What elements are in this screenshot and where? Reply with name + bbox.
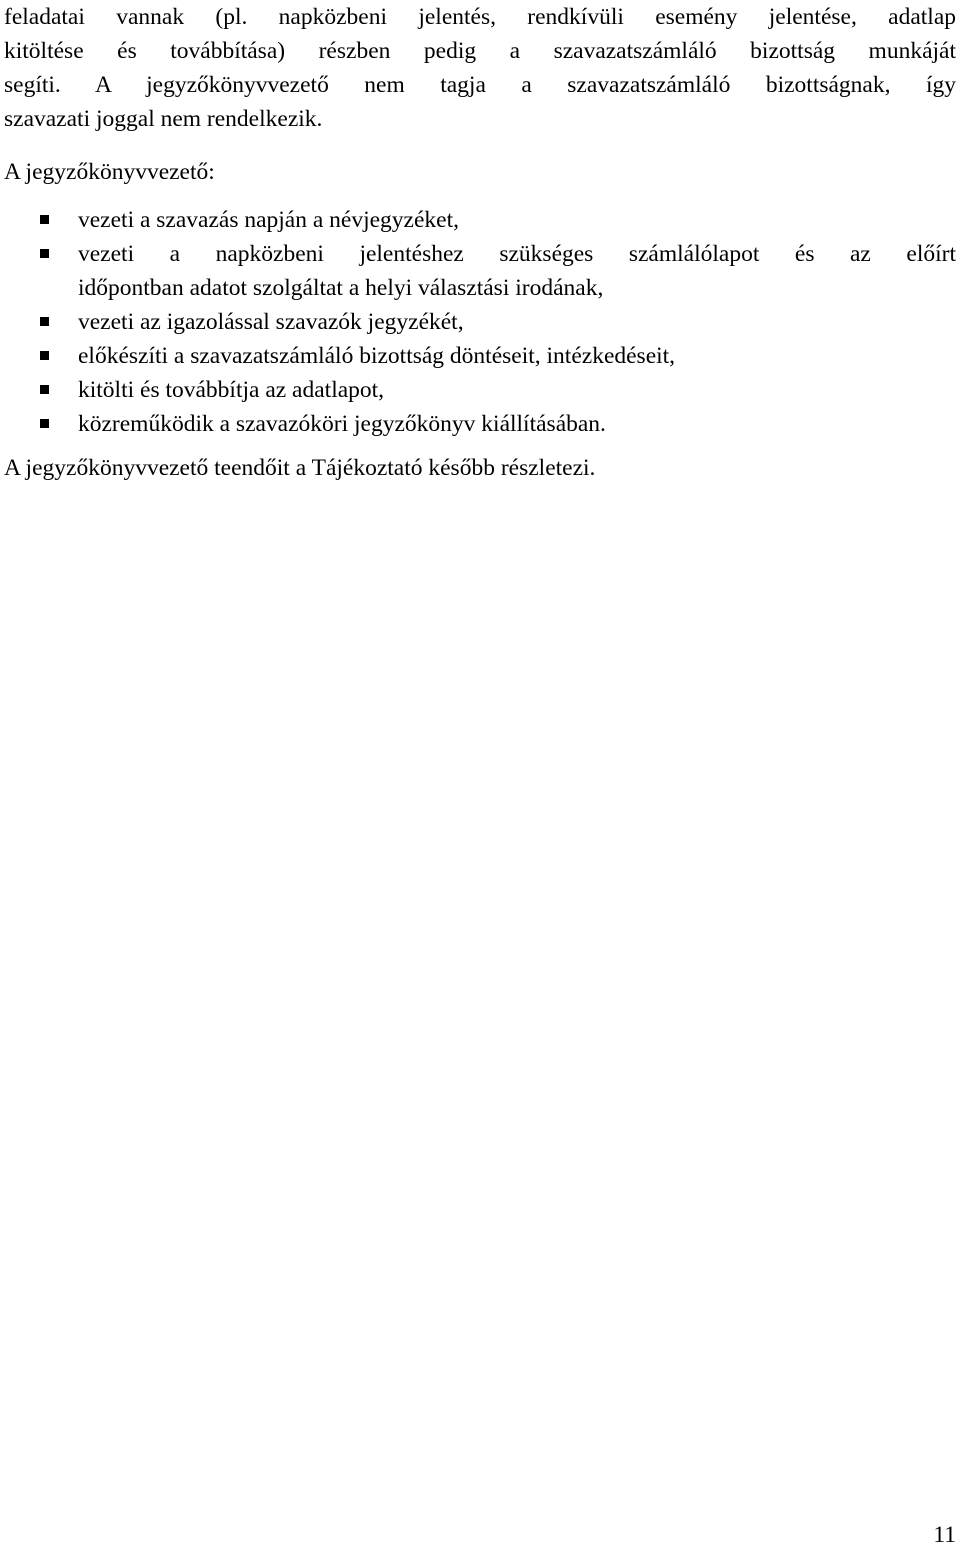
page-number: 11 [933,1522,956,1548]
list-item-text: előkészíti a szavazatszámláló bizottság döntéseit, intézkedéseit, [78,343,676,369]
list-item-text: kitölti és továbbítja az adatlapot, [78,377,385,403]
square-bullet-icon [40,317,49,326]
square-bullet-icon [40,385,49,394]
list-heading: A jegyzőkönyvvezető: [4,159,215,185]
closing-sentence: A jegyzőkönyvvezető teendőit a Tájékoztató később részletezi. [4,455,596,481]
list-item [0,237,960,305]
intro-line: kitöltése és továbbítása) részben pedig a szavazatszámláló bizottság munkáját [4,38,956,64]
square-bullet-icon [40,351,49,360]
list-item-text: vezeti az igazolással szavazók jegyzékét, [78,309,464,335]
list-item-text: vezeti a napközbeni jelentéshez szükséges számlálólapot és az előírt [78,241,956,267]
square-bullet-icon [40,249,49,258]
duties-list [0,203,960,441]
list-item [0,373,960,407]
list-item [0,305,960,339]
list-item-text: időpontban adatot szolgáltat a helyi választási irodának, [78,275,604,301]
list-item [0,203,960,237]
intro-line: feladatai vannak (pl. napközbeni jelentés, rendkívüli esemény jelentése, adatlap [4,4,956,30]
list-item-text: vezeti a szavazás napján a névjegyzéket, [78,207,460,233]
square-bullet-icon [40,215,49,224]
intro-line: segíti. A jegyzőkönyvvezető nem tagja a szavazatszámláló bizottságnak, így [4,72,956,98]
list-item [0,339,960,373]
list-item-text: közreműködik a szavazóköri jegyzőkönyv kiállításában. [78,411,606,437]
list-item [0,407,960,441]
intro-line: szavazati joggal nem rendelkezik. [4,106,323,132]
square-bullet-icon [40,419,49,428]
intro-paragraph [4,0,956,136]
